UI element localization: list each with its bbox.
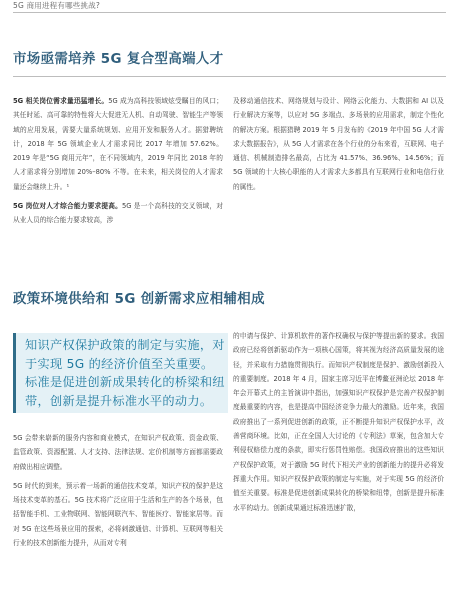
section-title-policy: 政策环境供给和 5G 创新需求应相辅相成 — [13, 292, 265, 307]
header-divider — [13, 12, 446, 13]
talent-left-column — [13, 94, 223, 233]
paragraph — [13, 94, 223, 194]
talent-right-column — [233, 94, 444, 199]
paragraph: 5G 时代的到来，预示着一场新的通信技术变革，知识产权的保护是这场技术变革的基石。5G 技术将广泛应用于生活和生产的各个场景，包括智能手机、工业物联网、智能网联汽车、智能医疗、智能家居等。而对 5G 在这些场景应用的探索，必将刺激通信、计算机、互联网等相关行业的技术创新能力提升，从而对专利 — [13, 481, 223, 548]
paragraph — [13, 199, 223, 228]
policy-left-column — [13, 431, 223, 555]
policy-right-column — [233, 329, 444, 520]
pull-quote-text: 知识产权保护政策的制定与实施，对于实现 5G 的经济价值至关重要。标准是促进创新成果转化的桥梁和纽带，创新是提升标准水平的动力。 — [25, 338, 225, 408]
running-header: 5G 商用进程有哪些挑战? — [13, 1, 101, 10]
section-divider — [13, 76, 446, 77]
paragraph-lead: 5G 相关岗位需求量迅猛增长。 — [13, 97, 109, 105]
paragraph: 的申请与保护、计算机软件的著作权确权与保护等提出新的要求。我国政府已经将创新驱动作为一项核心国策，将其视为经济高质量发展的途径，并采取有力措施贯彻执行。而知识产权制度是保护、激励创新投入的重要制度。2018 年 4 月，国家主席习近平在博鳌亚洲论坛 2018 年年会开幕式上的主旨演讲中指出，加强知识产权保护是完善产权保护制度最重要的内容，也是提高中国经济竞争力最大的激励。近年来，我国政府推出了一系列促进创新的政策，正不断提升知识产权保护水平，改善营商环境。比如，正在全国人大讨论的《专利法》草案，包含加大专利侵权赔偿力度的条款，即实行惩罚性赔偿。我国政府推出的这些知识产权保护政策，对于激励 5G 时代下相关产业的创新能力的提升必将发挥重大作用。知识产权保护政策的制定与实施，对于实现 5G 的经济价值至关重要。标准是促进创新成果转化的桥梁和纽带，创新是提升标准水平的动力。创新成果通过标准迅速扩散， — [233, 332, 444, 512]
paragraph: 5G 会带来崭新的服务内容和商业模式，在知识产权政策、资金政策、监管政策、资源配置、人才支持、法律法规、定价机制等方面都需要政府做出相应调整。 — [13, 434, 223, 471]
paragraph-lead: 5G 岗位对人才综合能力要求提高。 — [13, 202, 122, 211]
paragraph-body: 5G 成为高科技领域炫受瞩目的风口；其任时延、高可靠的特性将大大促进无人机、自动驾驶、智能生产等领域的应用发展，需要大量系统规划、应用开发和服务人才。据猎聘统计，2018 年 5G 领域企业人才需求同比 2017 年增加 57.62%。2019 年是“5G 商用元年”，在不同领域内，2019 年同比 2018 年的人才需求将分别增加 20%–80% 不等。在未来，相关岗位的人才需求量还会继续上升。¹ — [13, 97, 223, 191]
paragraph: 及移动通信技术、网络规划与设计、网络云化能力、大数据和 AI 以及行业解决方案等，以应对 5G 多端点、多场景的应用需求，制定个性化的解决方案。根据猎聘 2019 年 5 月发布的《2019 年中国 5G 人才需求大数据报告》，从 5G 人才需求在各个行业的分布来看，互联网、电子通信、机械制造排名最高，占比为 41.57%、36.96%、14.56%；而 5G 领域的十大核心职能的人才需求大多都具有互联网行业和电信行业的属性。 — [233, 97, 444, 191]
paragraph-body: 5G 是一个高科技的交叉领域，对从业人员的综合能力要求较高，涉 — [13, 202, 223, 225]
section-title-talent: 市场亟需培养 5G 复合型高端人才 — [13, 52, 224, 67]
pull-quote — [13, 333, 228, 413]
